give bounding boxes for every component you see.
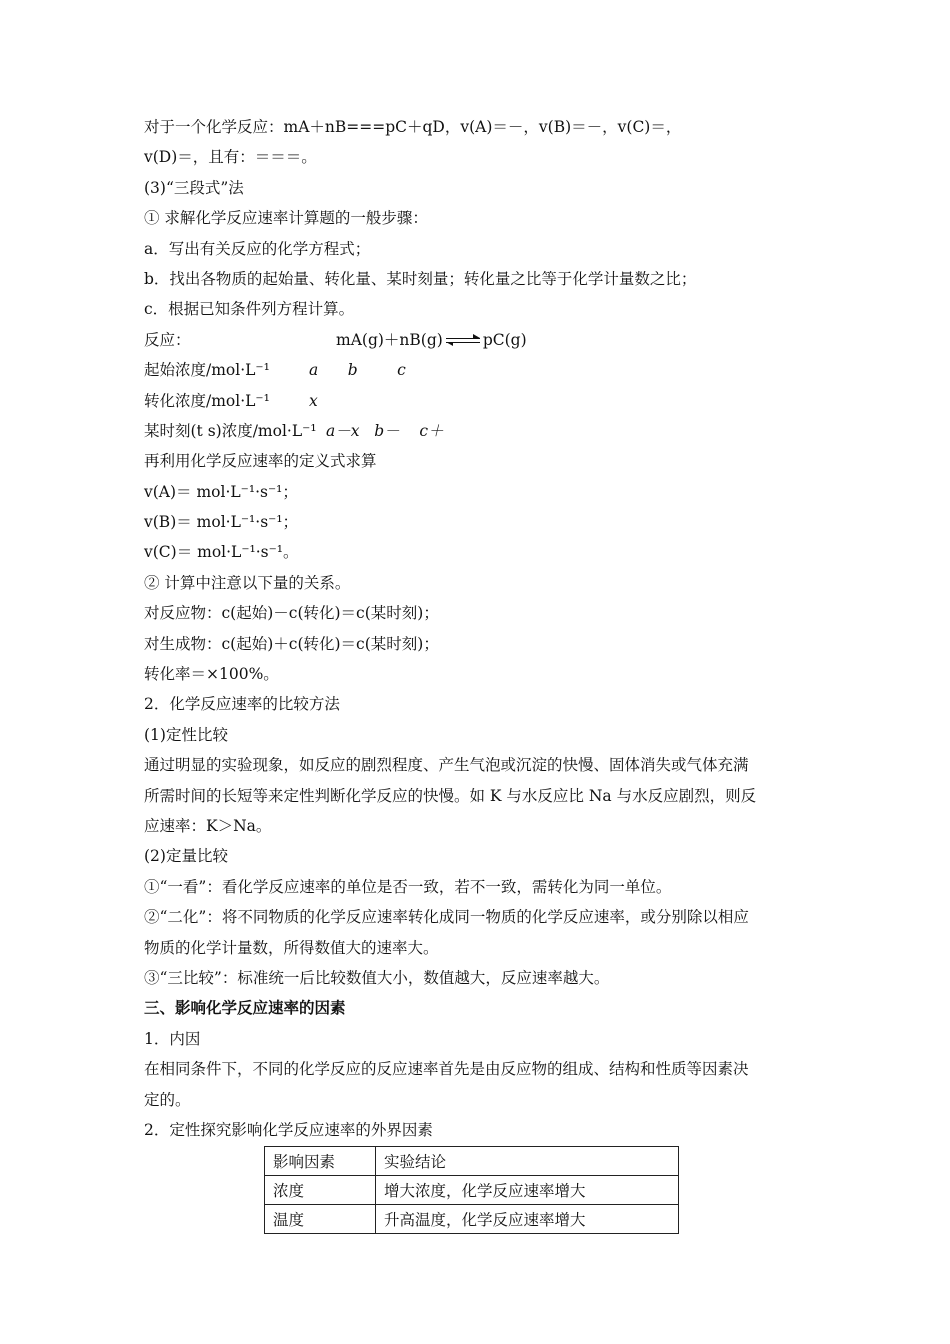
text-line: ②“二化”：将不同物质的化学反应速率转化成同一物质的化学反应速率，或分别除以相应 xyxy=(144,908,749,927)
factors-table xyxy=(264,1146,679,1234)
text-line: b．找出各物质的起始量、转化量、某时刻量；转化量之比等于化学计量数之比； xyxy=(144,269,697,288)
text-line: c．根据已知条件列方程计算。 xyxy=(144,300,355,319)
reaction-left: mA(g)＋nB(g) xyxy=(336,330,443,349)
text-line: 物质的化学计量数，所得数值大的速率大。 xyxy=(144,938,439,957)
text-line: 再利用化学反应速率的定义式求算 xyxy=(144,452,377,471)
table-cell: 增大浓度，化学反应速率增大 xyxy=(376,1176,679,1205)
text-line: ① 求解化学反应速率计算题的一般步骤： xyxy=(144,209,428,228)
text-line: 应速率：K＞Na。 xyxy=(144,816,272,835)
section-heading: 三、影响化学反应速率的因素 xyxy=(144,998,346,1018)
table-header-row xyxy=(265,1147,679,1176)
concentration-row xyxy=(144,355,814,385)
text-line: a．写出有关反应的化学方程式； xyxy=(144,239,371,258)
text-line: v(C)＝ mol·L⁻¹·s⁻¹。 xyxy=(144,543,299,562)
table-header-cell: 影响因素 xyxy=(265,1147,376,1176)
row-values: x xyxy=(309,391,318,410)
text-line: v(A)＝ mol·L⁻¹·s⁻¹； xyxy=(144,482,298,501)
equilibrium-arrow-icon xyxy=(446,336,480,346)
table-cell: 温度 xyxy=(265,1205,376,1234)
reaction-right: pC(g) xyxy=(482,330,527,349)
text-line: 对于一个化学反应：mA＋nB===pC＋qD，v(A)＝－，v(B)＝－，v(C)＝， xyxy=(144,118,682,136)
text-line: 定的。 xyxy=(144,1090,191,1109)
table-cell: 浓度 xyxy=(265,1176,376,1205)
document-body xyxy=(144,112,814,1145)
text-line: 转化率＝×100%。 xyxy=(144,665,279,684)
text-line: v(D)＝，且有：＝＝＝。 xyxy=(144,148,317,167)
table-row xyxy=(265,1176,679,1205)
row-label: 某时刻(t s)浓度/mol·L⁻¹ xyxy=(144,421,317,440)
text-line: 在相同条件下，不同的化学反应的反应速率首先是由反应物的组成、结构和性质等因素决 xyxy=(144,1060,749,1079)
reaction-equation xyxy=(144,325,814,355)
concentration-row xyxy=(144,416,814,446)
text-line: 对生成物：c(起始)＋c(转化)＝c(某时刻)； xyxy=(144,634,439,653)
text-line: v(B)＝ mol·L⁻¹·s⁻¹； xyxy=(144,513,299,532)
text-line: (2)定量比较 xyxy=(144,847,228,866)
text-line: 2．定性探究影响化学反应速率的外界因素 xyxy=(144,1120,433,1139)
text-line: 对反应物：c(起始)－c(转化)＝c(某时刻)； xyxy=(144,604,439,623)
reaction-label: 反应： xyxy=(144,330,191,349)
text-line: ③“三比较”：标准统一后比较数值大小，数值越大，反应速率越大。 xyxy=(144,968,610,987)
text-line: 1．内因 xyxy=(144,1029,201,1048)
table-cell: 升高温度，化学反应速率增大 xyxy=(376,1205,679,1234)
concentration-row xyxy=(144,386,814,416)
text-line: (3)“三段式”法 xyxy=(144,178,244,197)
text-line: ② 计算中注意以下量的关系。 xyxy=(144,573,351,592)
text-line: 通过明显的实验现象，如反应的剧烈程度、产生气泡或沉淀的快慢、固体消失或气体充满 xyxy=(144,756,749,775)
table-header-cell: 实验结论 xyxy=(376,1147,679,1176)
table-row xyxy=(265,1205,679,1234)
row-label: 起始浓度/mol·L⁻¹ xyxy=(144,361,270,380)
row-values: a b c xyxy=(309,361,406,380)
text-line: ①“一看”：看化学反应速率的单位是否一致，若不一致，需转化为同一单位。 xyxy=(144,877,672,896)
row-values: a－x b－ c＋ xyxy=(326,421,444,440)
text-line: 所需时间的长短等来定性判断化学反应的快慢。如 K 与水反应比 Na 与水反应剧烈，则反 xyxy=(144,786,757,805)
text-line: (1)定性比较 xyxy=(144,725,228,744)
text-line: 2．化学反应速率的比较方法 xyxy=(144,695,340,714)
row-label: 转化浓度/mol·L⁻¹ xyxy=(144,391,270,410)
